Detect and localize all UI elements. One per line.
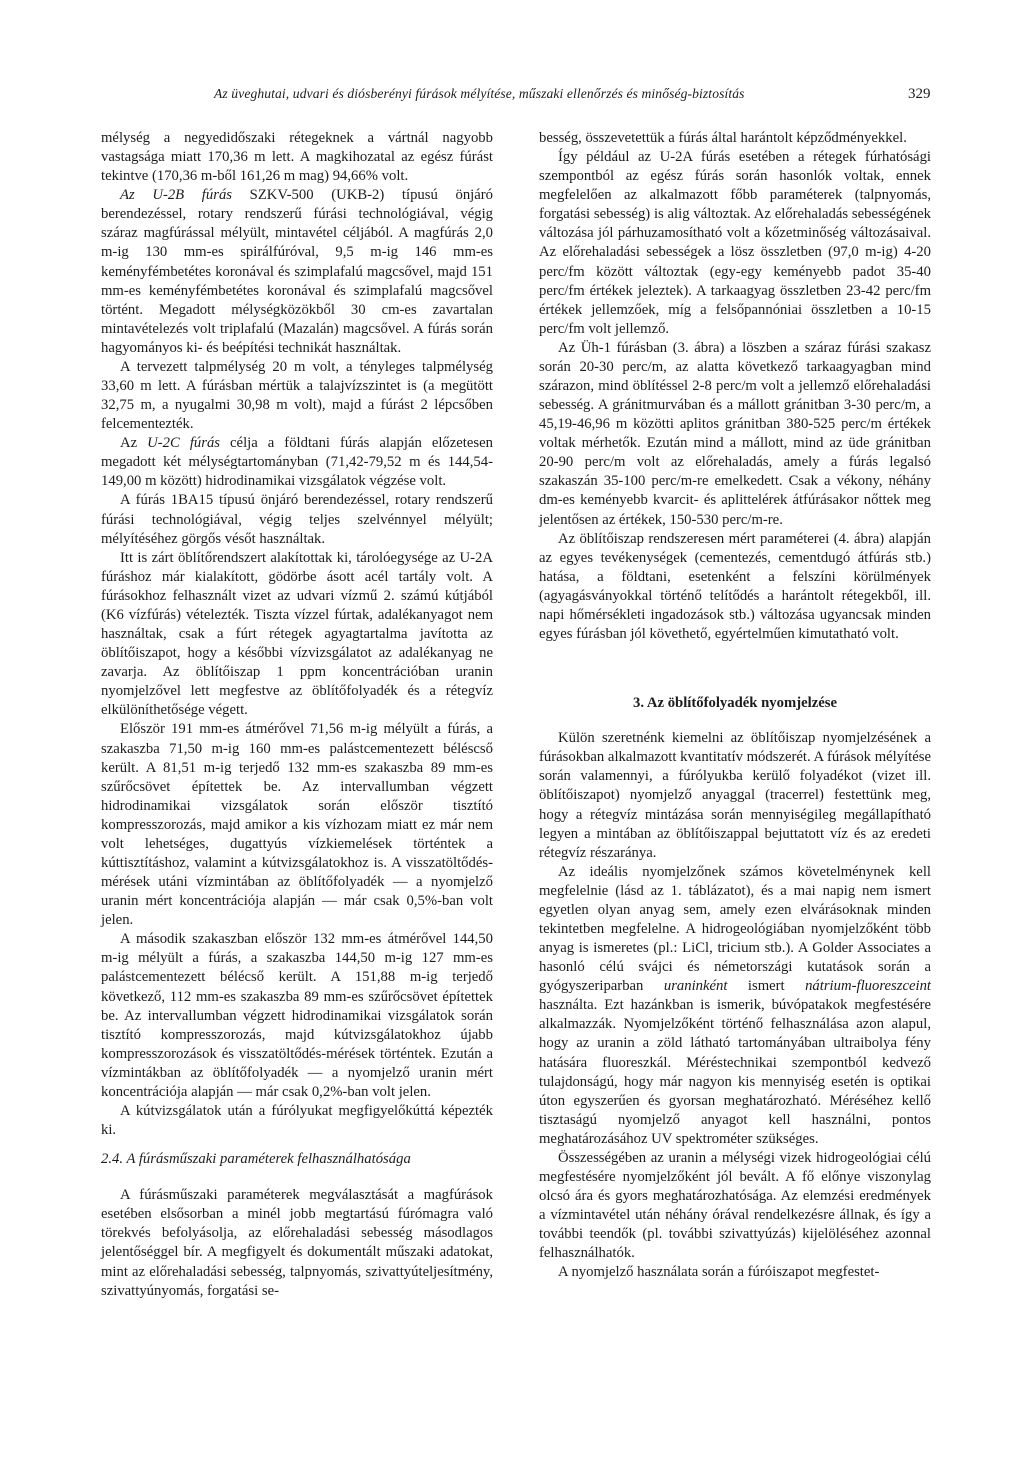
- paragraph-text: használta. Ezt hazánkban is ismerik, búvópatakok megfestésére alkalmazzák. Nyomjelzőként történő felhasználása azon alapul, hogy az uranin a zöld látható tartományában ultraibolya fény hatására fluoreszkál. Méréstechnikai szempontból kedvező tulajdonságú, hogy már nagyon kis mennyiség esetén is optikai úton egyszerűen és gyorsan meghatározható. Méréséhez kellő tisztaságú nyomjelző anyagot kell használni, pontos meghatározásához UV spektrométer szükséges.: [539, 997, 931, 1147]
- italic-term: uraninként: [663, 978, 728, 995]
- paragraph: Először 191 mm-es átmérővel 71,56 m-ig mélyült a fúrás, a szakaszba 71,50 m-ig 160 mm-es palástcementezett béléscső került. A 81,51 m-ig terjedő 132 mm-es szakaszba 89 mm-es szűrőcsövet építettek be. Az intervallumban végzett hidrodinamikai vizsgálatok során először tisztító kompresszorozás, majd amikor a kis vízhozam miatt ez már nem volt lehetséges, dugattyús vízkiemelések történtek a kúttisztításhoz, valamint a kútvizsgálatokhoz is. A visszatöltődés-mérések utáni vízmintában az öblítőfolyadék — a nyomjelző uranin mért koncentrációja alapján — már csak 0,5%-ban volt jelen.: [101, 721, 493, 929]
- paragraph: A nyomjelző használata során a fúróiszapot megfestet-: [558, 1264, 880, 1281]
- italic-term: U-2C fúrás: [147, 435, 221, 452]
- paragraph: Itt is zárt öblítőrendszert alakítottak ki, tárolóegysége az U-2A fúráshoz már kialakított, gödörbe ásott acél tartály volt. A fúrásokhoz felhasznált vizet az udvari vízmű 2. számú kútjából (K6 vízfúrás) vételezték. Tiszta vízzel fúrtak, adalékanyagot nem használtak, csak a fúrt rétegek agyagtartalma javította az öblítőiszapot, hogy a későbbi vízvizsgálatot az adalékanyag ne zavarja. Az öblítőiszap 1 ppm koncentrációban uranin nyomjelzővel lett megfestve az öblítőfolyadék és a rétegvíz elkülöníthetősége végett.: [101, 549, 493, 719]
- italic-term: nátrium-fluoreszceint: [805, 978, 931, 995]
- section-heading: 3. Az öblítőfolyadék nyomjelzése: [633, 695, 837, 712]
- paragraph: [539, 863, 931, 1149]
- page-number: 329: [908, 86, 931, 102]
- paragraph-text: Az: [120, 435, 148, 452]
- section-heading: 2.4. A fúrásműszaki paraméterek felhasználhatósága: [101, 1151, 411, 1168]
- paragraph: A tervezett talpmélység 20 m volt, a tényleges talpmélység 33,60 m lett. A fúrásban mértük a talajvízszintet is (a megütött 32,75 m, a nyugalmi 30,98 m volt), majd a fúrást 2 lépcsőben felcementezték.: [101, 358, 493, 433]
- paragraph-text: célja a földtani fúrás alapján előzetesen megadott két mélységtartományban (71,42-79,52 m és 144,54-149,00 m között) hidrodinamikai vizsgálatok végzése volt.: [101, 435, 493, 490]
- paragraph-text: Az ideális nyomjelzőnek számos követelménynek kell megfelelnie (lásd az 1. táblázatot), és a mai napig nem ismert egyetlen olyan anyag sem, amely ezen elvárásoknak minden tekintetben megfelelne. A hidrogeológiában nyomjelzőként több anyag is ismeretes (pl.: LiCl, tricium stb.). A Golder Associates a hasonló célú svájci és németországi kutatások során a gyógyszeriparban: [539, 863, 931, 995]
- paragraph: Így például az U-2A fúrás esetében a rétegek fúrhatósági szempontból az egész fúrás során hasonlók voltak, ennek megfelelően az alkalmazott főbb paraméterek (talpnyomás, forgatási sebesség) is alig változtak. Az előrehaladás sebességének változása jól párhuzamosítható volt a kőzetminőség változásaival. Az előrehaladási sebességek a lösz összletben (97,0 m-ig) 4-20 perc/fm között változtak (egy-egy keményebb padot 35-40 perc/fm értékek jeleztek). A tarkaagyag összletben 23-42 perc/fm értékek jellemzőek, míg a felsőpannóniai összletben a 10-15 perc/fm volt jellemző.: [539, 149, 931, 337]
- paragraph: [101, 434, 493, 491]
- right-column: [539, 129, 931, 1282]
- paragraph: besség, összevetettük a fúrás által harántolt képződményekkel.: [539, 130, 907, 146]
- left-column: [101, 129, 493, 1301]
- running-header: Az üveghutai, udvari és diósberényi fúrások mélyítése, műszaki ellenőrzés és minőség-biztosítás: [214, 86, 745, 101]
- paragraph: A fúrás 1BA15 típusú önjáró berendezéssel, rotary rendszerű fúrási technológiával, végig teljes szelvénnyel mélyült; mélyítéséhez görgős vésőt használtak.: [101, 492, 493, 547]
- paragraph: A fúrásműszaki paraméterek megválasztását a magfúrások esetében elsősorban a minél jobb megtartású fúrómagra való törekvés befolyásolja, az előrehaladási sebesség másodlagos jelentőséggel bír. A megfigyelt és dokumentált műszaki adatokat, mint az előrehaladási sebesség, talpnyomás, szivattyúteljesítmény, szivattyúnyomás, forgatási se-: [101, 1187, 493, 1299]
- paragraph: [101, 186, 493, 358]
- paragraph: mélység a negyedidőszaki rétegeknek a vártnál nagyobb vastagsága miatt 170,36 m lett. A magkihozatal az egész fúrást tekintve (170,36 m-ből 161,26 m mag) 94,66% volt.: [101, 130, 493, 185]
- paragraph: A kútvizsgálatok után a fúrólyukat megfigyelőkúttá képezték ki.: [101, 1102, 493, 1139]
- paragraph-text: ismert: [727, 978, 806, 995]
- paragraph: Összességében az uranin a mélységi vizek hidrogeológiai célú megfestésére nyomjelzőként jól bevált. A fő előnye viszonylag olcsó ára és gyors meghatározhatósága. Az elemzési eredmények a vízmintavétel után néhány órával rendelkezésre állnak, és így a további teendők (pl. további szivattyúzás) kijelöléséhez azonnal felhasználhatók.: [539, 1149, 931, 1262]
- italic-term: Az U-2B fúrás: [120, 187, 233, 204]
- paragraph: A második szakaszban először 132 mm-es átmérővel 144,50 m-ig mélyült a fúrás, a szakaszba 144,50 m-ig 127 mm-es palástcementezett bélécső került. A 151,88 m-ig terjedő következő, 112 mm-es szakaszba 89 mm-es szűrőcsövet építettek be. Az intervallumban végzett hidrodinamikai vizsgálatok során tisztító kompresszorozás, majd kútvizsgálatokhoz újabb kompresszorozások és visszatöltődés-mérések történtek. Ezután a vízmintákban az öblítőfolyadék — a nyomjelző uranin mért koncentrációja alapján — már csak 0,2%-ban volt jelen.: [101, 931, 493, 1100]
- paragraph-text: SZKV-500 (UKB-2) típusú önjáró berendezéssel, rotary rendszerű fúrási technológiával, végig száraz magfúrással mélyült, mintavétel céljából. A magfúrás 2,0 m-ig 130 mm-es spirálfúróval, 9,5 m-ig 146 mm-es keményfémbetétes koronával és szimplafalú magcsővel, majd 151 mm-es keményfémbetétes koronával és szimplafalú magcsővel történt. Megadott mélységközökből 30 cm-es zavartalan mintavételezés volt triplafalú (Mazalán) magcsővel. A fúrás során hagyományos ki- és beépítési technikát használtak.: [101, 187, 494, 356]
- paragraph: Külön szeretnénk kiemelni az öblítőiszap nyomjelzésének a fúrásokban alkalmazott kvantitatív módszerét. A fúrások mélyítése során valamennyi, a fúrólyukba kerülő folyadékot (vizet ill. öblítőiszapot) nyomjelző anyaggal (tracerrel) festettünk meg, hogy a rétegvíz mintázása során mennyiségileg megállapítható legyen a mintában az öblítőiszappal bejuttatott víz és az eredeti rétegvíz részaránya.: [539, 730, 931, 861]
- paragraph: Az Üh-1 fúrásban (3. ábra) a löszben a száraz fúrási szakasz során 20-30 perc/m, az alatta következő tarkaagyagban mind szárazon, mind öblítéssel 2-8 perc/m volt a jellemző előrehaladási sebesség. A gránitmurvában és a mállott gránitban 3-30 perc/m, a 45,19-46,96 m közötti aplitos gránitban 380-525 perc/m értékek voltak mérhetők. Ezután mind a mállott, mind az üde gránitban 20-90 perc/m volt az előrehaladás, amely a fúrás legalsó szakaszán 35-100 perc/m-re emelkedett. Csak a vékony, néhány dm-es keményebb kvarcit- és aplittelérek átfúrásakor nőttek meg jelentősen az értékek, 150-530 perc/m-re.: [539, 339, 931, 528]
- paragraph: Az öblítőiszap rendszeresen mért paraméterei (4. ábra) alapján az egyes tevékenységek (cementezés, cementdugó átfúrás stb.) hatása, a földtani, esetenként a felszíni körülmények (agyagásványokkal történő telítődés a harántolt rétegekből, ill. napi hőmérsékleti ingadozások stb.) változása ugyancsak minden egyes fúrásban jól követhető, egyértelműen kimutatható volt.: [539, 530, 931, 643]
